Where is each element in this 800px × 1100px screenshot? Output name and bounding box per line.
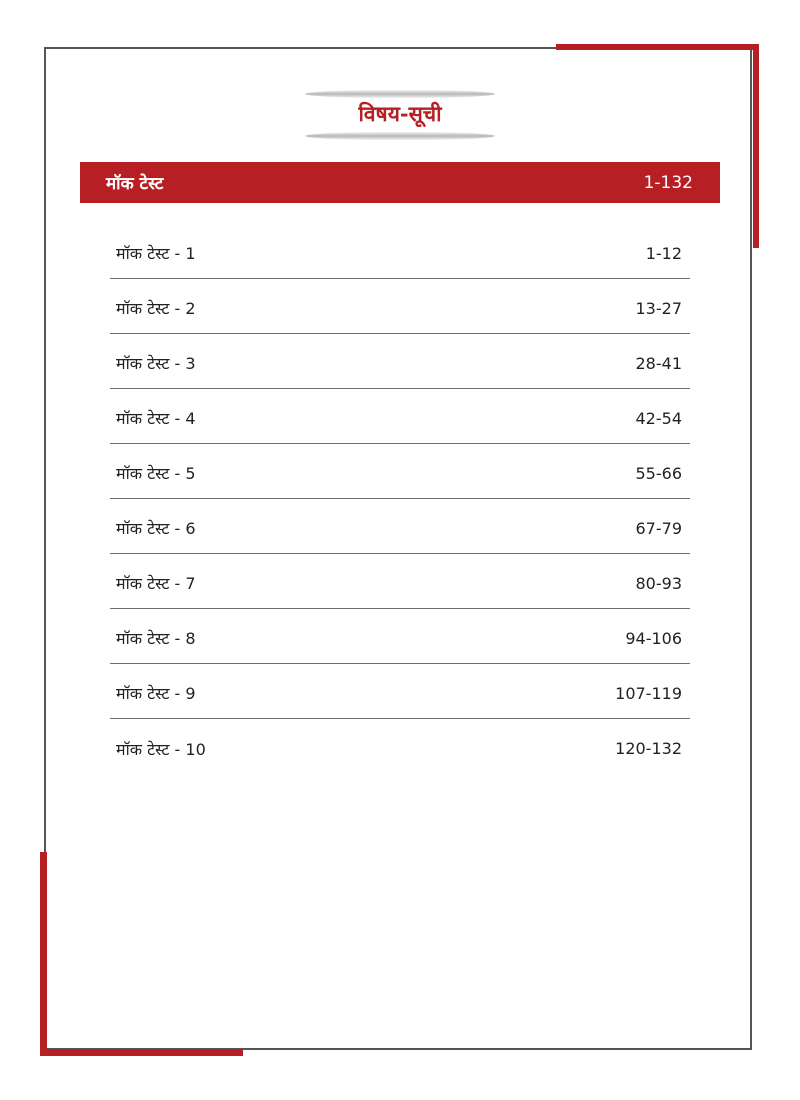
list-item[interactable] [110, 499, 690, 554]
list-item[interactable] [110, 389, 690, 444]
entry-label: मॉक टेस्ट - 5 [116, 464, 196, 483]
contents-list [110, 224, 690, 774]
entry-label: मॉक टेस्ट - 2 [116, 299, 196, 318]
title-rule-bottom [305, 132, 495, 140]
list-item[interactable] [110, 444, 690, 499]
entry-page-range: 28-41 [635, 353, 682, 373]
entry-label: मॉक टेस्ट - 8 [116, 629, 196, 648]
entry-label: मॉक टेस्ट - 4 [116, 409, 196, 428]
corner-accent-bottom-left [40, 1049, 243, 1056]
title-rule-top [305, 90, 495, 98]
entry-label: मॉक टेस्ट - 9 [116, 684, 196, 703]
entry-label: मॉक टेस्ट - 6 [116, 519, 196, 538]
list-item[interactable] [110, 279, 690, 334]
page-title: विषय-सूची [358, 101, 442, 126]
entry-page-range: 42-54 [635, 408, 682, 428]
entry-page-range: 80-93 [635, 573, 682, 593]
section-page-range: 1-132 [643, 172, 693, 193]
section-header [80, 162, 720, 203]
list-item[interactable] [110, 664, 690, 719]
entry-page-range: 67-79 [635, 518, 682, 538]
list-item[interactable] [110, 554, 690, 609]
entry-label: मॉक टेस्ट - 1 [116, 244, 196, 263]
entry-page-range: 94-106 [625, 628, 682, 648]
corner-accent-top-right-vertical [753, 44, 759, 248]
entry-page-range: 107-119 [615, 683, 682, 703]
corner-accent-bottom-left-vertical [40, 852, 47, 1056]
entry-page-range: 120-132 [615, 739, 682, 758]
corner-accent-top-right [556, 44, 759, 50]
list-item[interactable] [110, 609, 690, 664]
list-item[interactable] [110, 224, 690, 279]
entry-label: मॉक टेस्ट - 10 [116, 739, 206, 759]
entry-label: मॉक टेस्ट - 3 [116, 354, 196, 373]
list-item[interactable] [110, 334, 690, 389]
page-title-block [305, 88, 495, 144]
entry-label: मॉक टेस्ट - 7 [116, 574, 196, 593]
entry-page-range: 55-66 [635, 463, 682, 483]
entry-page-range: 1-12 [645, 243, 682, 263]
list-item[interactable] [110, 719, 690, 774]
entry-page-range: 13-27 [635, 298, 682, 318]
section-label: मॉक टेस्ट [106, 174, 164, 194]
